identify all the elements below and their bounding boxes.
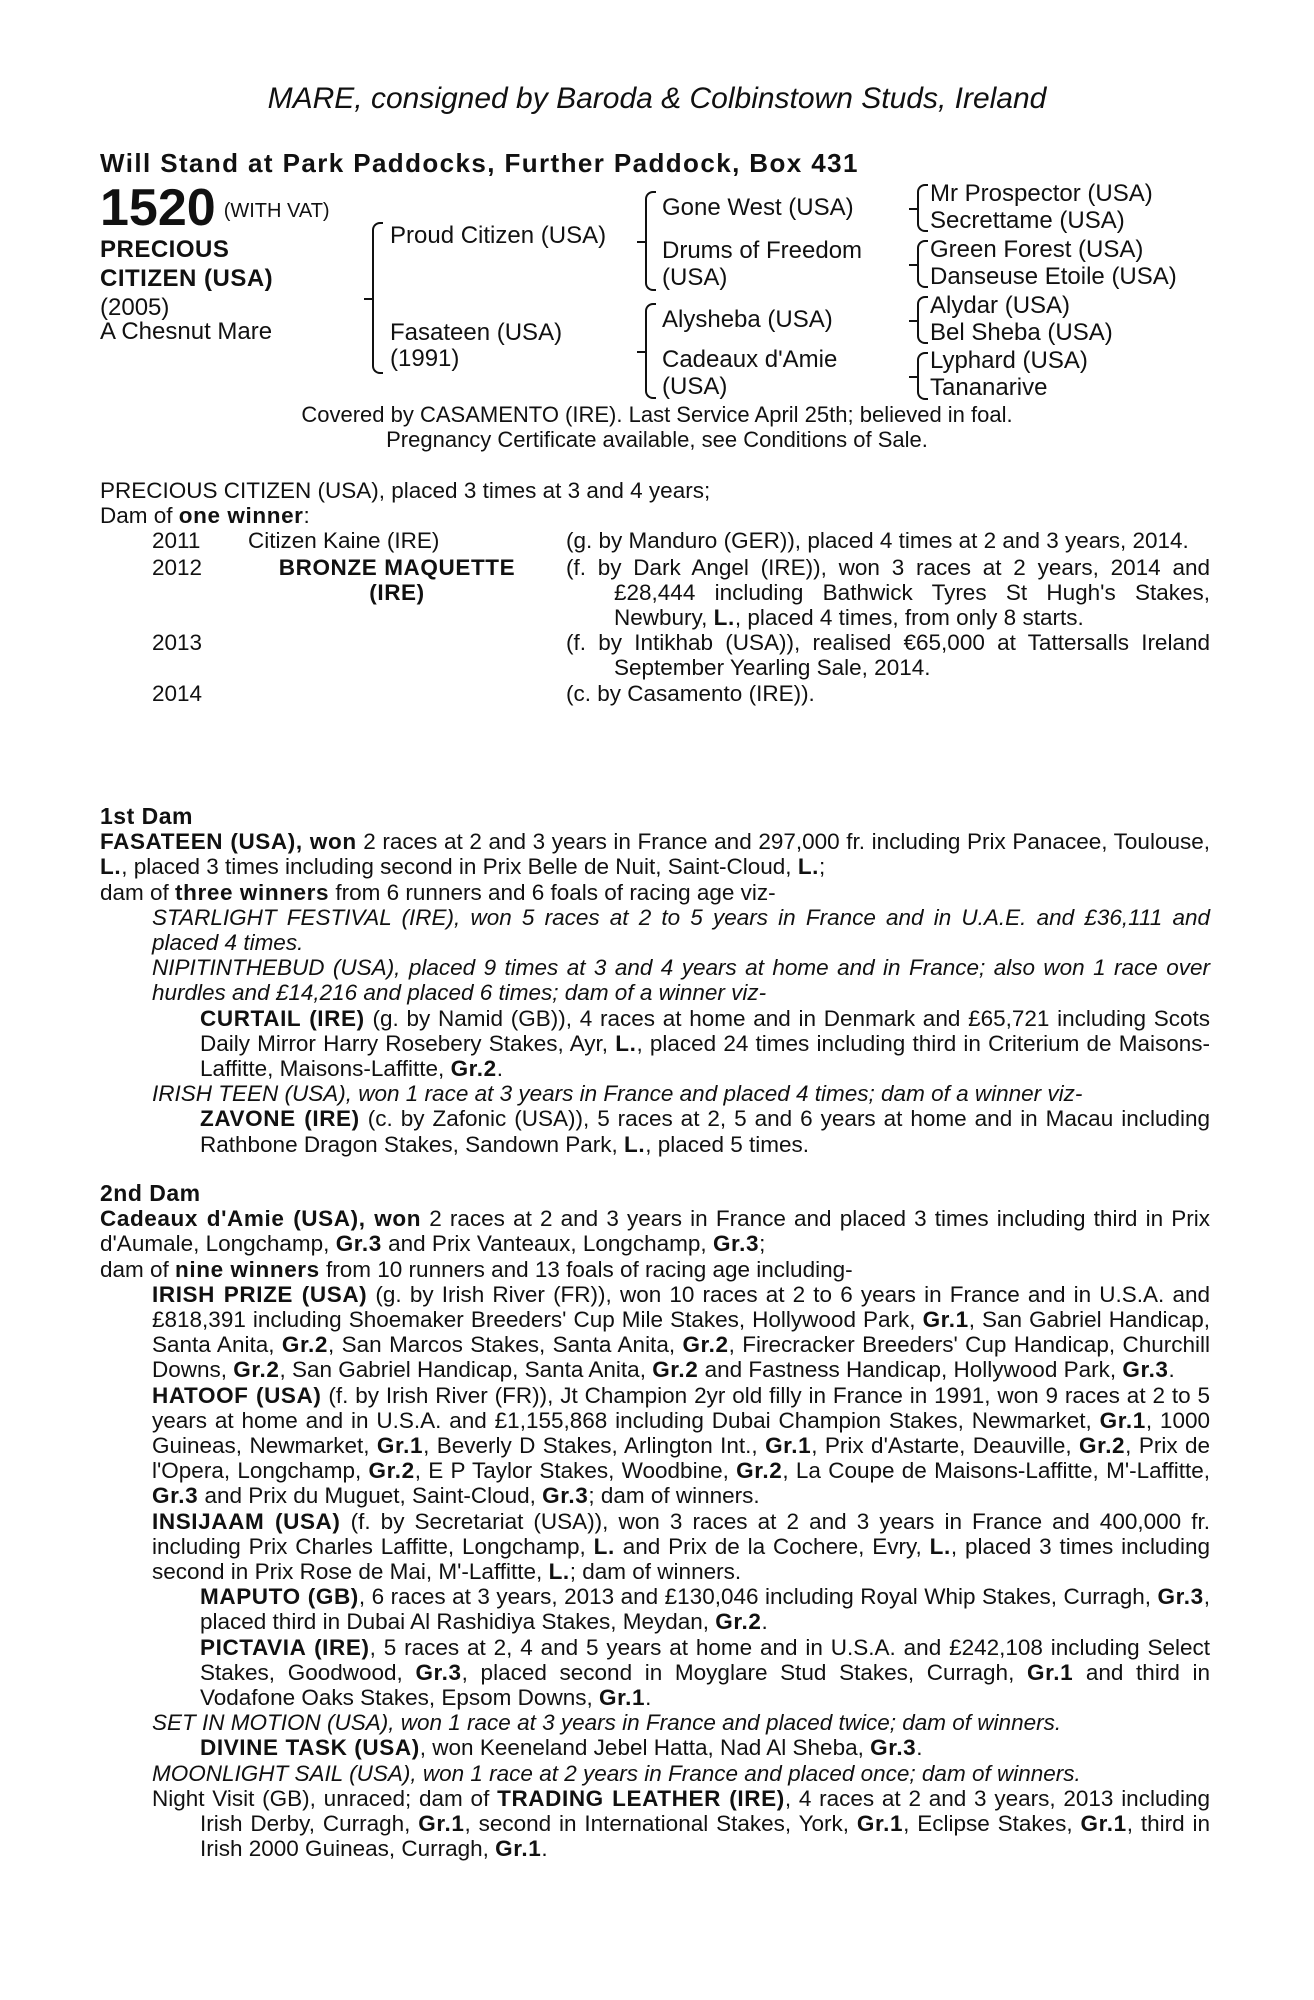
consignor-line: MARE, consigned by Baroda & Colbinstown Studs, Ireland — [267, 82, 1047, 115]
pedigree-dsd: Bel Sheba (USA) — [930, 319, 1113, 346]
sire-dam-brace — [372, 222, 383, 374]
grade: Gr.2 — [736, 1458, 783, 1484]
offspring-irish-teen: IRISH TEEN (USA), won 1 race at 3 years in France and placed 4 times; dam of a winner viz- — [152, 1081, 1083, 1107]
first-dam-para — [100, 829, 1210, 879]
grade: Gr.1 — [1080, 1811, 1127, 1837]
offspring-moonlight-sail: MOONLIGHT SAIL (USA), won 1 race at 2 years in France and placed once; dam of winners. — [152, 1760, 1081, 1786]
grade: Gr.1 — [765, 1433, 812, 1459]
produce-row — [100, 681, 1210, 706]
pedigree-ddd: Tananarive — [930, 374, 1048, 401]
text: ; dam of winners. — [569, 1559, 742, 1585]
text: , placed 3 times including second in Prix Belle de Nuit, Saint-Cloud, — [121, 854, 798, 880]
pedigree-sire: Proud Citizen (USA) — [390, 222, 607, 249]
horse-year: (2005) — [100, 294, 170, 321]
text: . — [645, 1685, 652, 1711]
grade: Gr.2 — [652, 1357, 699, 1383]
grade: L. — [797, 854, 820, 880]
produce-intro: PRECIOUS CITIZEN (USA), placed 3 times at 3 and 4 years; — [100, 478, 711, 503]
offspring-starlight: STARLIGHT FESTIVAL (IRE), won 5 races at 2 to 5 years in France and in U.A.E. and £36,111 and placed 4 times. — [152, 904, 1210, 956]
text: , 6 races at 3 years, 2013 and £130,046 including Royal Whip Stakes, Curragh, — [358, 1584, 1158, 1610]
text: . — [1168, 1357, 1175, 1383]
grade: Gr.1 — [1099, 1407, 1146, 1433]
grade: Gr.3 — [1157, 1584, 1204, 1610]
produce-name: Citizen Kaine (IRE) — [248, 528, 440, 554]
grade: Gr.2 — [1078, 1433, 1126, 1459]
pedigree-dam-line1: Fasateen (USA) — [390, 319, 563, 346]
horse-name: IRISH PRIZE (USA) — [152, 1281, 368, 1307]
produce-year: 2014 — [152, 680, 203, 706]
text: and Prix du Muguet, Saint-Cloud, — [198, 1483, 543, 1509]
text: dam of — [100, 1256, 176, 1282]
pedigree-dam-line2: (1991) — [390, 345, 460, 372]
horse-description: A Chesnut Mare — [100, 318, 273, 345]
text: , La Coupe de Maisons-Laffitte, M'-Laffitte, — [782, 1458, 1210, 1484]
second-dam-dam-of — [100, 1257, 1210, 1282]
text: , second in International Stakes, York, — [464, 1811, 857, 1837]
grade: Gr.1 — [495, 1836, 542, 1862]
winners-count: three winners — [175, 879, 330, 905]
text: . — [496, 1056, 504, 1082]
pedigree-sds: Green Forest (USA) — [930, 236, 1144, 263]
grade: Gr.2 — [233, 1357, 280, 1383]
produce-desc — [566, 555, 1210, 631]
offspring-maputo — [100, 1584, 1210, 1634]
produce-name — [248, 630, 566, 680]
grade: Gr.1 — [856, 1811, 904, 1837]
text: and Prix de la Cochere, Evry, — [614, 1533, 930, 1559]
grade: Gr.3 — [712, 1231, 760, 1257]
horse-name: INSIJAAM (USA) — [152, 1508, 341, 1534]
grade: Gr.2 — [450, 1056, 497, 1082]
pedigree-sire-sire: Gone West (USA) — [662, 194, 854, 221]
text: , Beverly D Stakes, Arlington Int., — [423, 1433, 766, 1459]
grade: Gr.3 — [335, 1231, 382, 1257]
offspring-night-visit — [100, 1786, 1210, 1862]
first-dam-heading: 1st Dam — [100, 803, 193, 829]
text: , Prix d'Astarte, Deauville, — [811, 1433, 1079, 1459]
grade: Gr.1 — [376, 1433, 424, 1459]
text: , San Marcos Stakes, Santa Anita, — [328, 1332, 683, 1358]
vat-note: (WITH VAT) — [223, 200, 330, 222]
text: , placed 24 times including third in Criterium de Maisons-Laffitte, Maisons-Laffitte, — [200, 1030, 1210, 1082]
offspring-insijaam — [100, 1509, 1210, 1585]
listed-grade: L. — [713, 605, 735, 631]
first-dam-dam-of — [100, 880, 1210, 905]
pedigree-sss: Mr Prospector (USA) — [930, 180, 1153, 207]
offspring-divine-task — [100, 1735, 1210, 1760]
pedigree-dam-sire: Alysheba (USA) — [662, 306, 833, 333]
gg-brace-1 — [917, 184, 928, 232]
dam-of-suffix: : — [303, 503, 310, 529]
text: 2 races at 2 and 3 years in France and 297,000 fr. including Prix Panacee, Toulouse, — [356, 829, 1210, 855]
text: , third in Irish 2000 Guineas, Curragh, — [200, 1811, 1210, 1862]
second-dam-para — [100, 1206, 1210, 1256]
desc-text: , placed 4 times, from only 8 starts. — [734, 605, 1084, 631]
grade: L. — [100, 854, 122, 880]
text: , won Keeneland Jebel Hatta, Nad Al Sheba, — [419, 1735, 871, 1761]
text: , Prix de l'Opera, Longchamp, — [152, 1433, 1210, 1484]
grade: Gr.2 — [682, 1332, 729, 1358]
dam-name: Cadeaux d'Amie (USA), won — [100, 1206, 422, 1232]
horse-name: MAPUTO (GB) — [200, 1584, 359, 1610]
text: and third in Vodafone Oaks Stakes, Epsom Downs, — [200, 1659, 1211, 1711]
produce-name: BRONZE MAQUETTE (IRE) — [278, 554, 516, 605]
text: (c. by Zafonic (USA)), 5 races at 2, 5 and 6 years at home and in Macau including Rathbone Dragon Stakes, Sandown Park, — [200, 1106, 1211, 1157]
horse-name: DIVINE TASK (USA) — [200, 1735, 420, 1761]
produce-desc: (g. by Manduro (GER)), placed 4 times at 2 and 3 years, 2014. — [566, 528, 1189, 554]
text: (g. by Irish River (FR)), won 10 races at 2 to 6 years in France and in U.S.A. and £818,391 including Shoemaker Breeders' Cup Mile Stakes, Hollywood Park, — [152, 1281, 1210, 1333]
grade: Gr.3 — [542, 1483, 589, 1509]
horse-name: PICTAVIA (IRE) — [200, 1634, 370, 1660]
first-dam-section — [100, 804, 1210, 1157]
text: ; dam of winners. — [588, 1483, 760, 1509]
grade: Gr.2 — [281, 1332, 329, 1358]
grade: L. — [615, 1030, 637, 1056]
dam-name: FASATEEN (USA), won — [100, 829, 357, 855]
grade: Gr.3 — [415, 1659, 462, 1685]
grade: Gr.3 — [1122, 1357, 1169, 1383]
produce-row — [100, 630, 1210, 680]
pedigree-sdd: Danseuse Etoile (USA) — [930, 263, 1177, 290]
pedigree-dss: Alydar (USA) — [930, 292, 1071, 319]
text: , Firecracker Breeders' Cup Handicap, Churchill Downs, — [152, 1332, 1210, 1383]
text: ; — [759, 1231, 766, 1257]
pregnancy-line: Pregnancy Certificate available, see Conditions of Sale. — [386, 427, 928, 452]
produce-year: 2013 — [152, 630, 203, 656]
winners-count: one winner — [178, 503, 304, 529]
grade: L. — [624, 1131, 646, 1157]
grade: Gr.3 — [152, 1483, 199, 1509]
text: , San Gabriel Handicap, Santa Anita, — [152, 1307, 1211, 1358]
produce-dam-of — [100, 503, 1210, 528]
horse-name: TRADING LEATHER (IRE) — [497, 1785, 785, 1811]
dam-parents-brace — [645, 303, 656, 399]
pedigree-ssd: Secrettame (USA) — [930, 207, 1125, 234]
text: , E P Taylor Stakes, Woodbine, — [414, 1458, 737, 1484]
lot-number-value: 1520 — [100, 179, 216, 237]
pedigree-sire-dam-line1: Drums of Freedom — [662, 237, 863, 264]
text: . — [541, 1836, 548, 1862]
horse-name: ZAVONE (IRE) — [200, 1106, 360, 1132]
grade: Gr.2 — [368, 1458, 415, 1484]
text: . — [916, 1735, 923, 1761]
text: . — [761, 1609, 768, 1635]
offspring-hatoof — [100, 1383, 1210, 1509]
grade: Gr.1 — [418, 1811, 465, 1837]
offspring-zavone — [100, 1106, 1210, 1156]
text: , San Gabriel Handicap, Santa Anita, — [279, 1357, 653, 1383]
text: , 1000 Guineas, Newmarket, — [152, 1407, 1210, 1459]
text: Night Visit (GB), unraced; dam of — [152, 1785, 498, 1811]
produce-year: 2012 — [152, 554, 203, 580]
lot-number — [100, 178, 330, 238]
text: (f. by Irish River (FR)), Jt Champion 2yr old filly in France in 1991, won 9 races at 2 to 5 years at home and in U.S.A. and £1,155,868 including Dubai Champion Stakes, Newmarket, — [152, 1382, 1210, 1433]
grade: Gr.1 — [598, 1685, 646, 1711]
text: dam of — [100, 879, 176, 905]
text: ; — [819, 854, 826, 880]
grade: L. — [929, 1533, 951, 1559]
offspring-pictavia — [100, 1635, 1210, 1711]
grade: Gr.1 — [1027, 1659, 1074, 1685]
horse-name: HATOOF (USA) — [152, 1382, 322, 1408]
horse-name-line2: CITIZEN (USA) — [100, 265, 274, 292]
pedigree-dam-dam-line2: (USA) — [662, 373, 728, 400]
offspring-set-in-motion: SET IN MOTION (USA), won 1 race at 3 years in France and placed twice; dam of winners. — [152, 1710, 1062, 1736]
text: , placed 3 times including second in Prix Rose de Mai, M'-Laffitte, — [152, 1533, 1210, 1585]
horse-name: CURTAIL (IRE) — [200, 1005, 365, 1031]
sire-parents-brace — [645, 191, 656, 291]
text: , Eclipse Stakes, — [903, 1811, 1081, 1837]
desc-text: (f. by Dark Angel (IRE)), won 3 races at 2 years, 2014 and £28,444 including Bathwick Tyres St Hugh's Stakes, Newbury, — [566, 554, 1210, 631]
text: from 6 runners and 6 foals of racing age viz- — [329, 879, 776, 905]
stand-location: Will Stand at Park Paddocks, Further Paddock, Box 431 — [100, 148, 859, 178]
second-dam-heading: 2nd Dam — [100, 1180, 201, 1206]
text: (g. by Namid (GB)), 4 races at home and in Denmark and £65,721 including Scots Daily Mirror Harry Rosebery Stakes, Ayr, — [200, 1005, 1210, 1056]
horse-name-line1: PRECIOUS — [100, 236, 230, 263]
produce-name — [248, 681, 566, 706]
grade: Gr.2 — [715, 1609, 762, 1635]
covered-line: Covered by CASAMENTO (IRE). Last Service April 25th; believed in foal. — [301, 402, 1013, 427]
text: from 10 runners and 13 foals of racing age including- — [319, 1256, 853, 1282]
produce-section — [100, 478, 1210, 706]
text: , 4 races at 2 and 3 years, 2013 including Irish Derby, Curragh, — [200, 1785, 1211, 1837]
text: , placed third in Dubai Al Rashidiya Stakes, Meydan, — [200, 1584, 1210, 1635]
gg-brace-4 — [917, 352, 928, 400]
produce-desc: (c. by Casamento (IRE)). — [566, 680, 815, 706]
produce-year: 2011 — [152, 528, 201, 554]
offspring-irish-prize — [100, 1282, 1210, 1383]
gg-brace-3 — [917, 296, 928, 344]
grade: L. — [593, 1533, 615, 1559]
grade: L. — [548, 1559, 570, 1585]
gg-brace-2 — [917, 240, 928, 288]
text: , 5 races at 2, 4 and 5 years at home and in U.S.A. and £242,108 including Select Stakes, Goodwood, — [200, 1634, 1210, 1685]
text: (f. by Secretariat (USA)), won 3 races at 2 and 3 years in France and 400,000 fr. including Prix Charles Laffitte, Longchamp, — [152, 1508, 1210, 1559]
pedigree-dam-dam-line1: Cadeaux d'Amie — [662, 346, 838, 373]
text: , placed 5 times. — [645, 1131, 810, 1157]
produce-row — [100, 528, 1210, 553]
pedigree-sire-dam-line2: (USA) — [662, 264, 728, 291]
text: and Prix Vanteaux, Longchamp, — [381, 1231, 713, 1257]
text: 2 races at 2 and 3 years in France and placed 3 times including third in Prix d'Aumale, Longchamp, — [100, 1206, 1211, 1257]
text: , placed second in Moyglare Stud Stakes, Curragh, — [461, 1659, 1027, 1685]
offspring-curtail — [100, 1006, 1210, 1082]
text: and Fastness Handicap, Hollywood Park, — [698, 1357, 1123, 1383]
grade: Gr.1 — [922, 1307, 969, 1333]
pedigree-dds: Lyphard (USA) — [930, 347, 1088, 374]
second-dam-section — [100, 1181, 1210, 1861]
produce-desc: (f. by Intikhab (USA)), realised €65,000 at Tattersalls Ireland September Yearling Sale, 2014. — [566, 630, 1210, 681]
dam-of-prefix: Dam of — [100, 503, 179, 529]
produce-row — [100, 555, 1210, 631]
winners-count: nine winners — [175, 1256, 320, 1282]
grade: Gr.3 — [870, 1735, 917, 1761]
offspring-nipitinthebud: NIPITINTHEBUD (USA), placed 9 times at 3 and 4 years at home and in France; also won 1 race over hurdles and £14,216 and placed 6 times; dam of a winner viz- — [152, 955, 1210, 1006]
